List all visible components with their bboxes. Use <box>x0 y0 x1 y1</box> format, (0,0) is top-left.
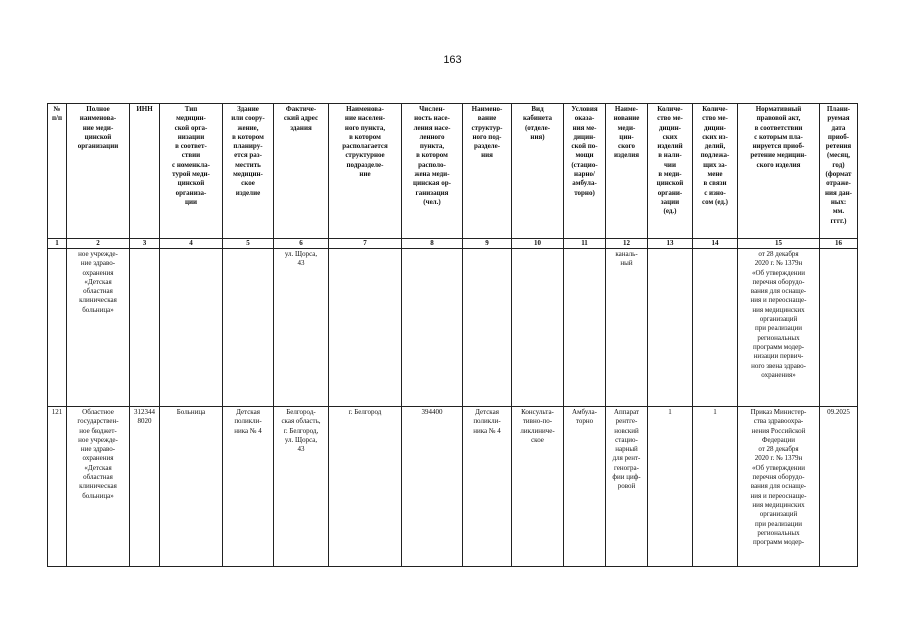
table-cell: 121 <box>48 407 67 567</box>
header-cell: Нормативный правовой акт, в соответствии с которым пла- нируется приоб- ретение медицин- ского изделия <box>738 104 820 239</box>
header-cell: № п/п <box>48 104 67 239</box>
column-number: 14 <box>693 239 738 249</box>
table-cell <box>130 249 160 407</box>
medical-equipment-table <box>47 103 858 567</box>
table-cell <box>820 249 858 407</box>
table-cell: г. Белгород <box>329 407 402 567</box>
header-cell: Вид кабинета (отделе- ния) <box>512 104 564 239</box>
header-cell: Наименова- ние населен- ного пункта, в котором располагается структурное подразделе- ние <box>329 104 402 239</box>
column-number-row <box>48 239 858 249</box>
header-cell: Количе- ство ме- дицин- ских изделий в нали- чии в меди- цинской органи- зации (ед.) <box>648 104 693 239</box>
table-cell <box>329 249 402 407</box>
column-number: 11 <box>564 239 606 249</box>
table-cell: от 28 декабря 2020 г. № 1379н «Об утверждении перечня оборудо- вания для оснаще- ния и переоснаще- ния медицинских организаций при реализации региональных программ модер- низации первич- ного звена здраво- охранения» <box>738 249 820 407</box>
table-cell: ное учрежде- ние здраво- охранения «Детская областная клиническая больница» <box>67 249 130 407</box>
column-number: 4 <box>160 239 223 249</box>
column-number: 12 <box>606 239 648 249</box>
header-cell: Полное наименова- ние меди- цинской организации <box>67 104 130 239</box>
table-cell: Консульта- тивно-по- ликлиниче- ское <box>512 407 564 567</box>
column-number: 8 <box>402 239 463 249</box>
header-cell: Тип медицин- ской орга- низации в соответ- ствии с номенкла- турой меди- цинской организа- ции <box>160 104 223 239</box>
table-cell: каналь- ный <box>606 249 648 407</box>
table-cell: 312344 8020 <box>130 407 160 567</box>
header-cell: Числен- ность насе- ления насе- ленного пункта, в котором располо- жена меди- цинская ор- ганизация (чел.) <box>402 104 463 239</box>
table-cell: Аппарат рентге- новский стацио- нарный для рент- геногра- фии циф- ровой <box>606 407 648 567</box>
table-cell <box>512 249 564 407</box>
table-cell: Амбула- торно <box>564 407 606 567</box>
header-row <box>48 104 858 239</box>
column-number: 10 <box>512 239 564 249</box>
table-row <box>48 407 858 567</box>
table-cell: 1 <box>648 407 693 567</box>
table-cell <box>463 249 512 407</box>
table-cell <box>402 249 463 407</box>
table-cell: Приказ Министер- ства здравоохра- нения Российской Федерации от 28 декабря 2020 г. № 1379н «Об утверждении перечня оборудо- вания для оснаще- ния и переоснаще- ния медицинских организаций при реализации региональных программ модер- <box>738 407 820 567</box>
column-number: 5 <box>223 239 274 249</box>
page-number: 163 <box>443 54 462 66</box>
table-cell: Больница <box>160 407 223 567</box>
header-cell: ИНН <box>130 104 160 239</box>
column-number: 6 <box>274 239 329 249</box>
column-number: 9 <box>463 239 512 249</box>
table-cell: 394400 <box>402 407 463 567</box>
table-cell: 09.2025 <box>820 407 858 567</box>
table-cell: Детская поликли- ника № 4 <box>463 407 512 567</box>
header-cell: Наимено- вание структур- ного под- разделе- ния <box>463 104 512 239</box>
table-cell <box>48 249 67 407</box>
header-cell: Здание или соору- жение, в котором планиру- ется раз- местить медицин- ское изделие <box>223 104 274 239</box>
header-cell: Условия оказа- ния ме- дицин- ской по- мощи (стацио- нарно/ амбула- торно) <box>564 104 606 239</box>
column-number: 7 <box>329 239 402 249</box>
header-cell: Наиме- нование меди- цин- ского изделия <box>606 104 648 239</box>
header-cell: Фактиче- ский адрес здания <box>274 104 329 239</box>
column-number: 15 <box>738 239 820 249</box>
table-row <box>48 249 858 407</box>
table-cell <box>223 249 274 407</box>
table-cell <box>160 249 223 407</box>
table-cell <box>693 249 738 407</box>
table-cell: Областное государствен- ное бюджет- ное учрежде- ние здраво- охранения «Детская областная клиническая больница» <box>67 407 130 567</box>
header-cell: Плани- руемая дата приоб- ретения (месяц, год) (формат отраже- ния дан- ных: мм. гггг.) <box>820 104 858 239</box>
column-number: 13 <box>648 239 693 249</box>
table-cell: Детская поликли- ника № 4 <box>223 407 274 567</box>
table-cell: 1 <box>693 407 738 567</box>
column-number: 3 <box>130 239 160 249</box>
table-cell: ул. Щорса, 43 <box>274 249 329 407</box>
table-cell <box>564 249 606 407</box>
column-number: 16 <box>820 239 858 249</box>
table-cell <box>648 249 693 407</box>
header-cell: Количе- ство ме- дицин- ских из- делий, подлежа- щих за- мене в связи с изно- сом (ед.) <box>693 104 738 239</box>
table-cell: Белгород- ская область, г. Белгород, ул. Щорса, 43 <box>274 407 329 567</box>
column-number: 1 <box>48 239 67 249</box>
column-number: 2 <box>67 239 130 249</box>
